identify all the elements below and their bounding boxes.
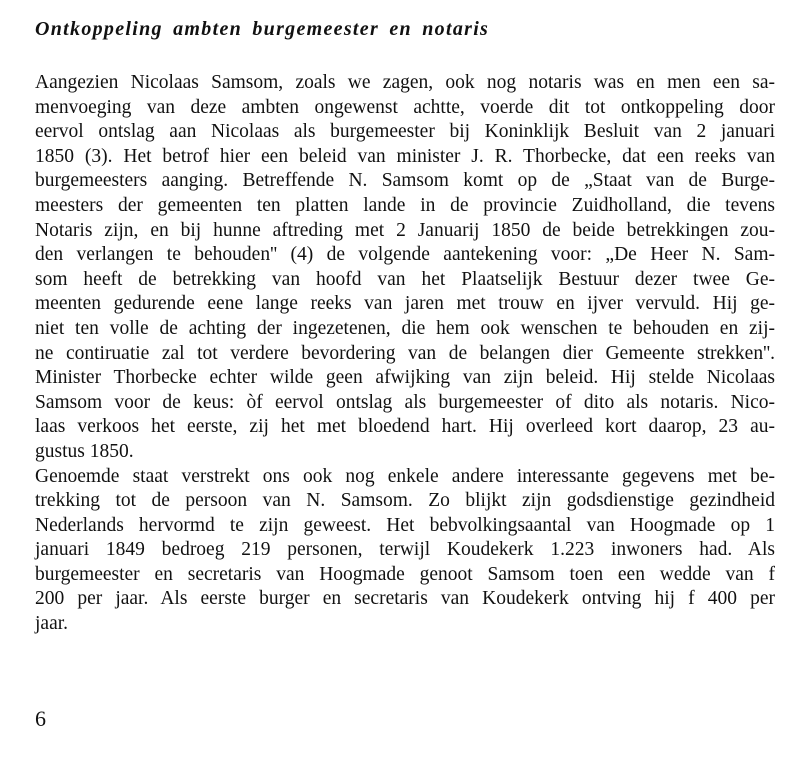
text-line: burgemeester en secretaris van Hoogmade genoot Samsom toen een wedde van f	[35, 563, 775, 585]
body-text	[35, 71, 775, 637]
text-line: 1850 (3). Het betrof hier een beleid van minister J. R. Thorbecke, dat een reeks van	[35, 145, 775, 167]
text-line: jaar.	[35, 613, 69, 635]
text-line: Aangezien Nicolaas Samsom, zoals we zagen, ook nog notaris was en men een sa-	[35, 72, 775, 93]
text-line: meesters der gemeenten ten platten lande in de provincie Zuidholland, die tevens	[35, 194, 775, 216]
text-line: Genoemde staat verstrekt ons ook nog enkele andere interessante gegevens met be-	[35, 465, 775, 487]
text-line: laas verkoos het eerste, zij het met bloedend hart. Hij overleed kort daarop, 23 au-	[35, 416, 775, 438]
text-line: Minister Thorbecke echter wilde geen afwijking van zijn beleid. Hij stelde Nicolaas	[35, 367, 775, 389]
text-line: Nederlands hervormd te zijn geweest. Het bebvolkingsaantal van Hoogmade op 1	[35, 514, 775, 536]
text-line: ne contiruatie zal tot verdere bevordering van de belangen dier Gemeente strekken''.	[35, 342, 775, 364]
text-line: menvoeging van deze ambten ongewenst achtte, voerde dit tot ontkoppeling door	[35, 96, 775, 118]
page-number: 6	[35, 706, 46, 731]
section-heading: Ontkoppeling ambten burgemeester en notaris	[35, 18, 490, 40]
text-line: niet ten volle de achting der ingezetenen, die hem ook wenschen te behouden en zij-	[35, 317, 775, 339]
text-line: meenten gedurende eene lange reeks van jaren met trouw en ijver vervuld. Hij ge-	[35, 293, 775, 315]
text-line: Samsom voor de keus: òf eervol ontslag als burgemeester of dito als notaris. Nico-	[35, 391, 775, 413]
text-line: Notaris zijn, en bij hunne aftreding met 2 Januarij 1850 de beide betrekkingen zou-	[35, 219, 775, 241]
text-line: som heeft de betrekking van hoofd van het Plaatselijk Bestuur dezer twee Ge-	[35, 268, 775, 290]
text-line: trekking tot de persoon van N. Samsom. Zo blijkt zijn godsdienstige gezindheid	[35, 490, 775, 512]
text-line: eervol ontslag aan Nicolaas als burgemeester bij Koninklijk Besluit van 2 januari	[35, 121, 775, 143]
text-line: januari 1849 bedroeg 219 personen, terwijl Koudekerk 1.223 inwoners had. Als	[35, 539, 775, 561]
text-line: gustus 1850.	[35, 440, 134, 462]
text-line: burgemeesters aanging. Betreffende N. Samsom komt op de „Staat van de Burge-	[35, 170, 775, 192]
text-line: 200 per jaar. Als eerste burger en secretaris van Koudekerk ontving hij f 400 per	[35, 588, 775, 610]
text-line: den verlangen te behouden'' (4) de volgende aantekening voor: „De Heer N. Sam-	[35, 244, 775, 266]
